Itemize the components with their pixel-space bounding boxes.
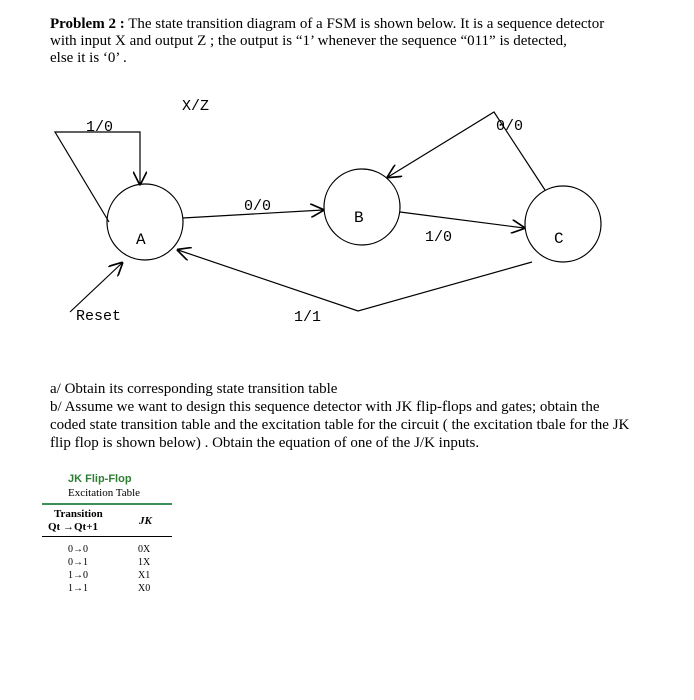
problem-line-3: else it is ‘0’ . [50, 50, 127, 66]
transition-a-b [183, 198, 323, 218]
question-b-line-2: coded state transition table and the excitation table for the circuit ( the excitation tbale for the JK [50, 417, 630, 433]
jk-row-value: 0X [138, 544, 151, 555]
jk-row-transition: 0→0 [68, 544, 88, 555]
jk-row-value: 1X [138, 557, 151, 568]
jk-row-transition: 0→1 [68, 557, 88, 568]
jk-row-transition: 1→0 [68, 570, 88, 581]
state-b [324, 169, 400, 245]
jk-table-title: JK Flip-Flop [68, 473, 132, 485]
state-c [525, 186, 601, 262]
jk-row-value: X0 [138, 583, 151, 594]
label-a-b: 0/0 [244, 198, 272, 215]
reset-label: Reset [76, 308, 122, 325]
label-c-b: 0/0 [496, 118, 524, 135]
question-a: a/ Obtain its corresponding state transition table [50, 381, 338, 397]
transition-b-c [400, 212, 524, 246]
jk-table-header-rule [42, 536, 172, 537]
problem-heading: Problem 2 : [50, 16, 125, 32]
transition-c-b [388, 112, 545, 190]
problem-line-2: with input X and output Z ; the output is “1’ whenever the sequence “011” is detected, [50, 33, 567, 49]
transition-c-a [178, 250, 532, 326]
state-b-label: B [354, 209, 364, 227]
state-c-label: C [554, 230, 564, 248]
jk-table-top-rule [42, 503, 172, 505]
jk-header-transition: Transition [54, 508, 103, 520]
questions [50, 380, 680, 452]
jk-table-subtitle: Excitation Table [68, 487, 141, 499]
jk-header-qt: Qt →Qt+1 [48, 521, 98, 533]
transition-a-a [55, 119, 140, 222]
state-a-label: A [136, 231, 146, 249]
label-b-c: 1/0 [425, 229, 453, 246]
problem-line-1: The state transition diagram of a FSM is shown below. It is a sequence detector [128, 16, 605, 32]
jk-row-value: X1 [138, 570, 151, 581]
reset-arrow [70, 263, 122, 325]
jk-row-transition: 1→1 [68, 583, 88, 594]
jk-header-jk: JK [139, 515, 152, 527]
xz-label: X/Z [182, 98, 210, 115]
state-a [107, 184, 183, 260]
label-a-a: 1/0 [86, 119, 114, 136]
label-c-a: 1/1 [294, 309, 322, 326]
question-b-line-1: b/ Assume we want to design this sequence detector with JK flip-flops and gates; obtain the [50, 399, 600, 415]
question-b-line-3: flip flop is shown below) . Obtain the equation of one of the J/K inputs. [50, 435, 480, 451]
